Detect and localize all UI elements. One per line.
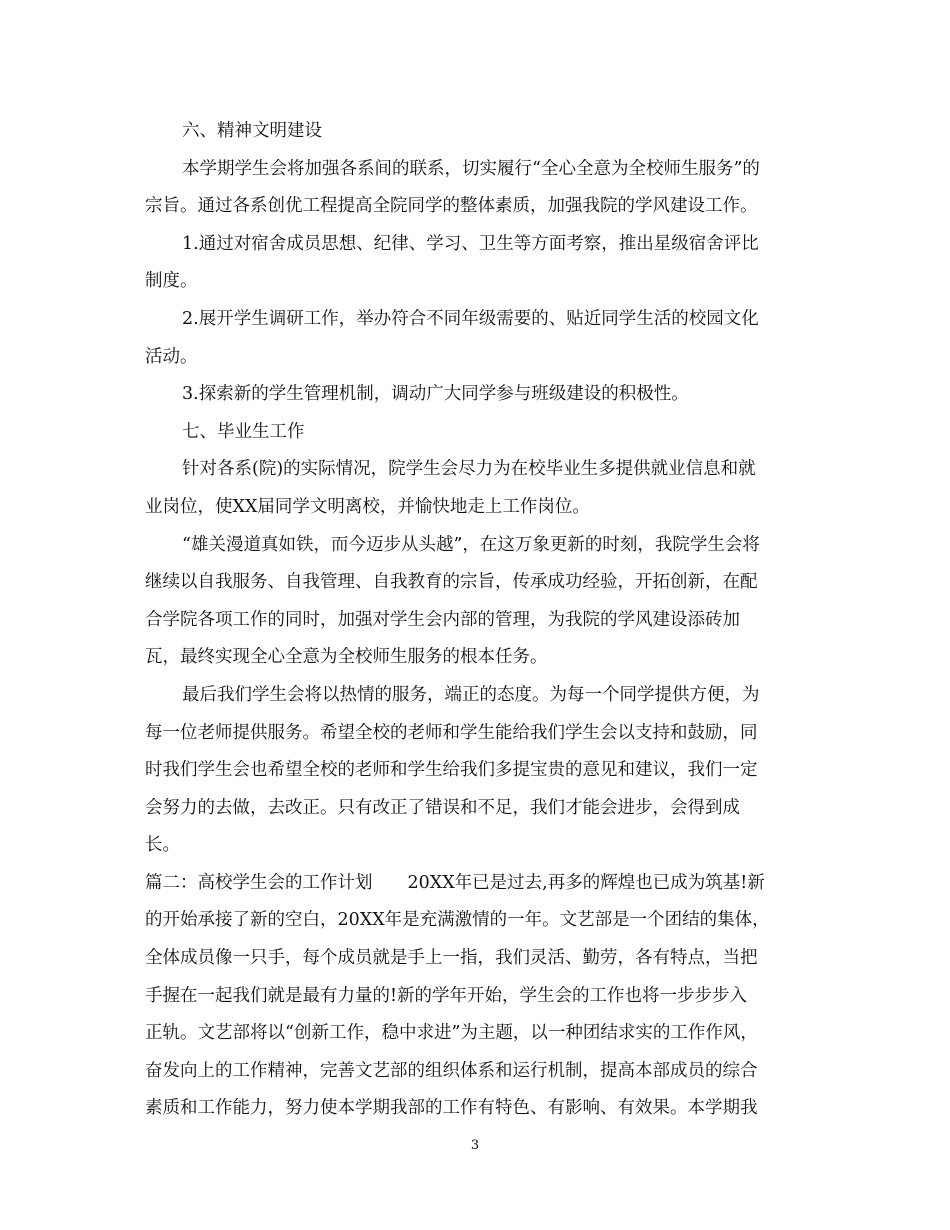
text-line: 制度。: [145, 271, 198, 292]
text-line: 继续以自我服务、自我管理、自我教育的宗旨，传承成功经验，开拓创新，在配: [145, 572, 758, 593]
list-item-2: 2.展开学生调研工作，举办符合不同年级需要的、贴近同学生活的校园文化: [182, 308, 759, 329]
list-item-1: 1.通过对宿舍成员思想、纪律、学习、卫生等方面考察，推出星级宿舍评比: [182, 233, 759, 254]
text-line: 手握在一起我们就是最有力量的!新的学年开始，学生会的工作也将一步步步入: [145, 985, 748, 1006]
section-heading-6: 六、精神文明建设: [182, 121, 322, 141]
document-body: [145, 113, 805, 1128]
text-line: 瓦，最终实现全心全意为全校师生服务的根本任务。: [145, 647, 548, 668]
text-line: 每一位老师提供服务。希望全校的老师和学生能给我们学生会以支持和鼓励，同: [145, 722, 758, 743]
text-line: 奋发向上的工作精神，完善文艺部的组织体系和运行机制，提高本部成员的综合: [145, 1060, 758, 1081]
article-two-title-line: 篇二：高校学生会的工作计划 20XX年已是过去,再多的辉煌也已成为筑基!新: [145, 872, 765, 893]
text-line: 活动。: [145, 346, 198, 367]
text-line: 正轨。文艺部将以“创新工作，稳中求进”为主题，以一种团结求实的工作作风，: [145, 1023, 758, 1044]
text-line: 针对各系(院)的实际情况，院学生会尽力为在校毕业生多提供就业信息和就: [182, 459, 756, 480]
text-line: 的开始承接了新的空白，20XX年是充满激情的一年。文艺部是一个团结的集体，: [145, 910, 770, 931]
text-line: 全体成员像一只手，每个成员就是手上一指，我们灵活、勤劳，各有特点，当把: [145, 948, 758, 969]
text-line: 本学期学生会将加强各系间的联系，切实履行“全心全意为全校师生服务”的: [182, 158, 760, 179]
text-line: 最后我们学生会将以热情的服务，端正的态度。为每一个同学提供方便，为: [182, 684, 760, 705]
page-number: 3: [470, 1138, 480, 1153]
text-line: 宗旨。通过各系创优工程提高全院同学的整体素质，加强我院的学风建设工作。: [145, 196, 758, 217]
list-item-3: 3.探索新的学生管理机制，调动广大同学参与班级建设的积极性。: [182, 384, 689, 405]
text-line: 合学院各项工作的同时，加强对学生会内部的管理，为我院的学风建设添砖加: [145, 609, 740, 630]
text-line: “雄关漫道真如铁，而今迈步从头越”，在这万象更新的时刻，我院学生会将: [182, 534, 760, 555]
text-line: 时我们学生会也希望全校的老师和学生给我们多提宝贵的意见和建议，我们一定: [145, 760, 758, 781]
section-heading-7: 七、毕业生工作: [182, 421, 305, 442]
text-line: 长。: [145, 835, 180, 856]
text-line: 会努力的去做，去改正。只有改正了错误和不足，我们才能会进步，会得到成: [145, 797, 740, 818]
text-line: 素质和工作能力，努力使本学期我部的工作有特色、有影响、有效果。本学期我: [145, 1098, 758, 1119]
text-line: 业岗位，使XX届同学文明离校，并愉快地走上工作岗位。: [145, 496, 590, 517]
